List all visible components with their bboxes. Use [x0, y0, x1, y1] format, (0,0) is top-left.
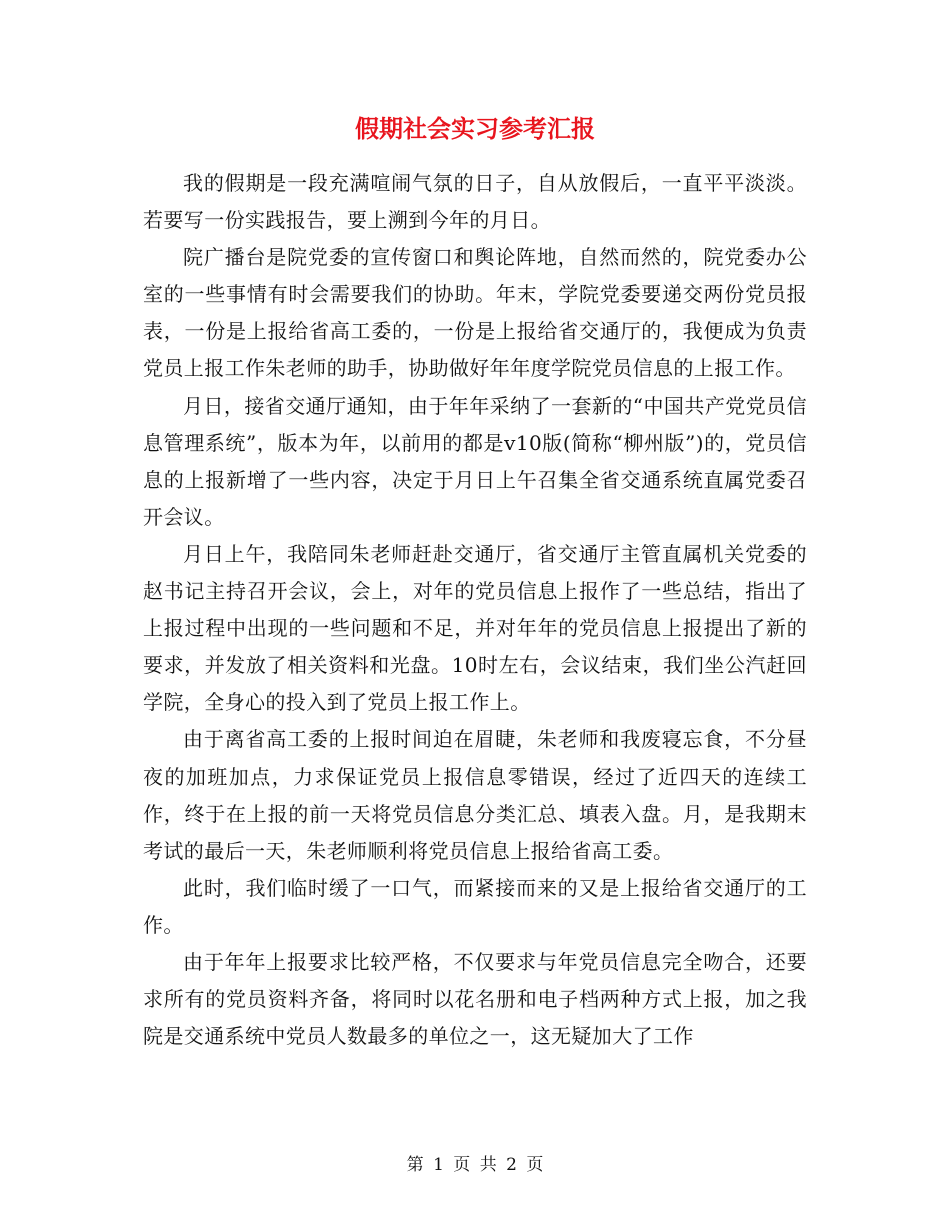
paragraph: 由于离省高工委的上报时间迫在眉睫，朱老师和我废寝忘食，不分昼夜的加班加点，力求保证党员上报信息零错误，经过了近四天的连续工作，终于在上报的前一天将党员信息分类汇总、填表入盘。月，是我期末考试的最后一天，朱老师顺利将党员信息上报给省高工委。: [143, 727, 807, 863]
paragraph: 月日上午，我陪同朱老师赶赴交通厅，省交通厅主管直属机关党委的赵书记主持召开会议，会上，对年的党员信息上报作了一些总结，指出了上报过程中出现的一些问题和不足，并对年年的党员信息上报提出了新的要求，并发放了相关资料和光盘。10时左右，会议结束，我们坐公汽赶回学院，全身心的投入到了党员上报工作上。: [143, 541, 807, 715]
document-title: 假期社会实习参考汇报: [355, 114, 595, 143]
paragraph: 我的假期是一段充满喧闹气氛的日子，自从放假后，一直平平淡淡。若要写一份实践报告，要上溯到今年的月日。: [143, 171, 807, 233]
paragraph: 院广播台是院党委的宣传窗口和舆论阵地，自然而然的，院党委办公室的一些事情有时会需要我们的协助。年末，学院党委要递交两份党员报表，一份是上报给省高工委的，一份是上报给省交通厅的，我便成为负责党员上报工作朱老师的助手，协助做好年年度学院党员信息的上报工作。: [143, 245, 807, 381]
paragraph: 此时，我们临时缓了一口气，而紧接而来的又是上报给省交通厅的工作。: [143, 875, 807, 937]
page-number-footer: 第 1 页 共 2 页: [406, 1155, 544, 1175]
document-body: [143, 165, 807, 1055]
paragraph: 月日，接省交通厅通知，由于年年采纳了一套新的“中国共产党党员信息管理系统”，版本为年，以前用的都是v10版(简称“柳州版”)的，党员信息的上报新增了一些内容，决定于月日上午召集全省交通系统直属党委召开会议。: [143, 393, 807, 529]
paragraph: 由于年年上报要求比较严格，不仅要求与年党员信息完全吻合，还要求所有的党员资料齐备，将同时以花名册和电子档两种方式上报，加之我院是交通系统中党员人数最多的单位之一，这无疑加大了工作: [143, 949, 807, 1049]
